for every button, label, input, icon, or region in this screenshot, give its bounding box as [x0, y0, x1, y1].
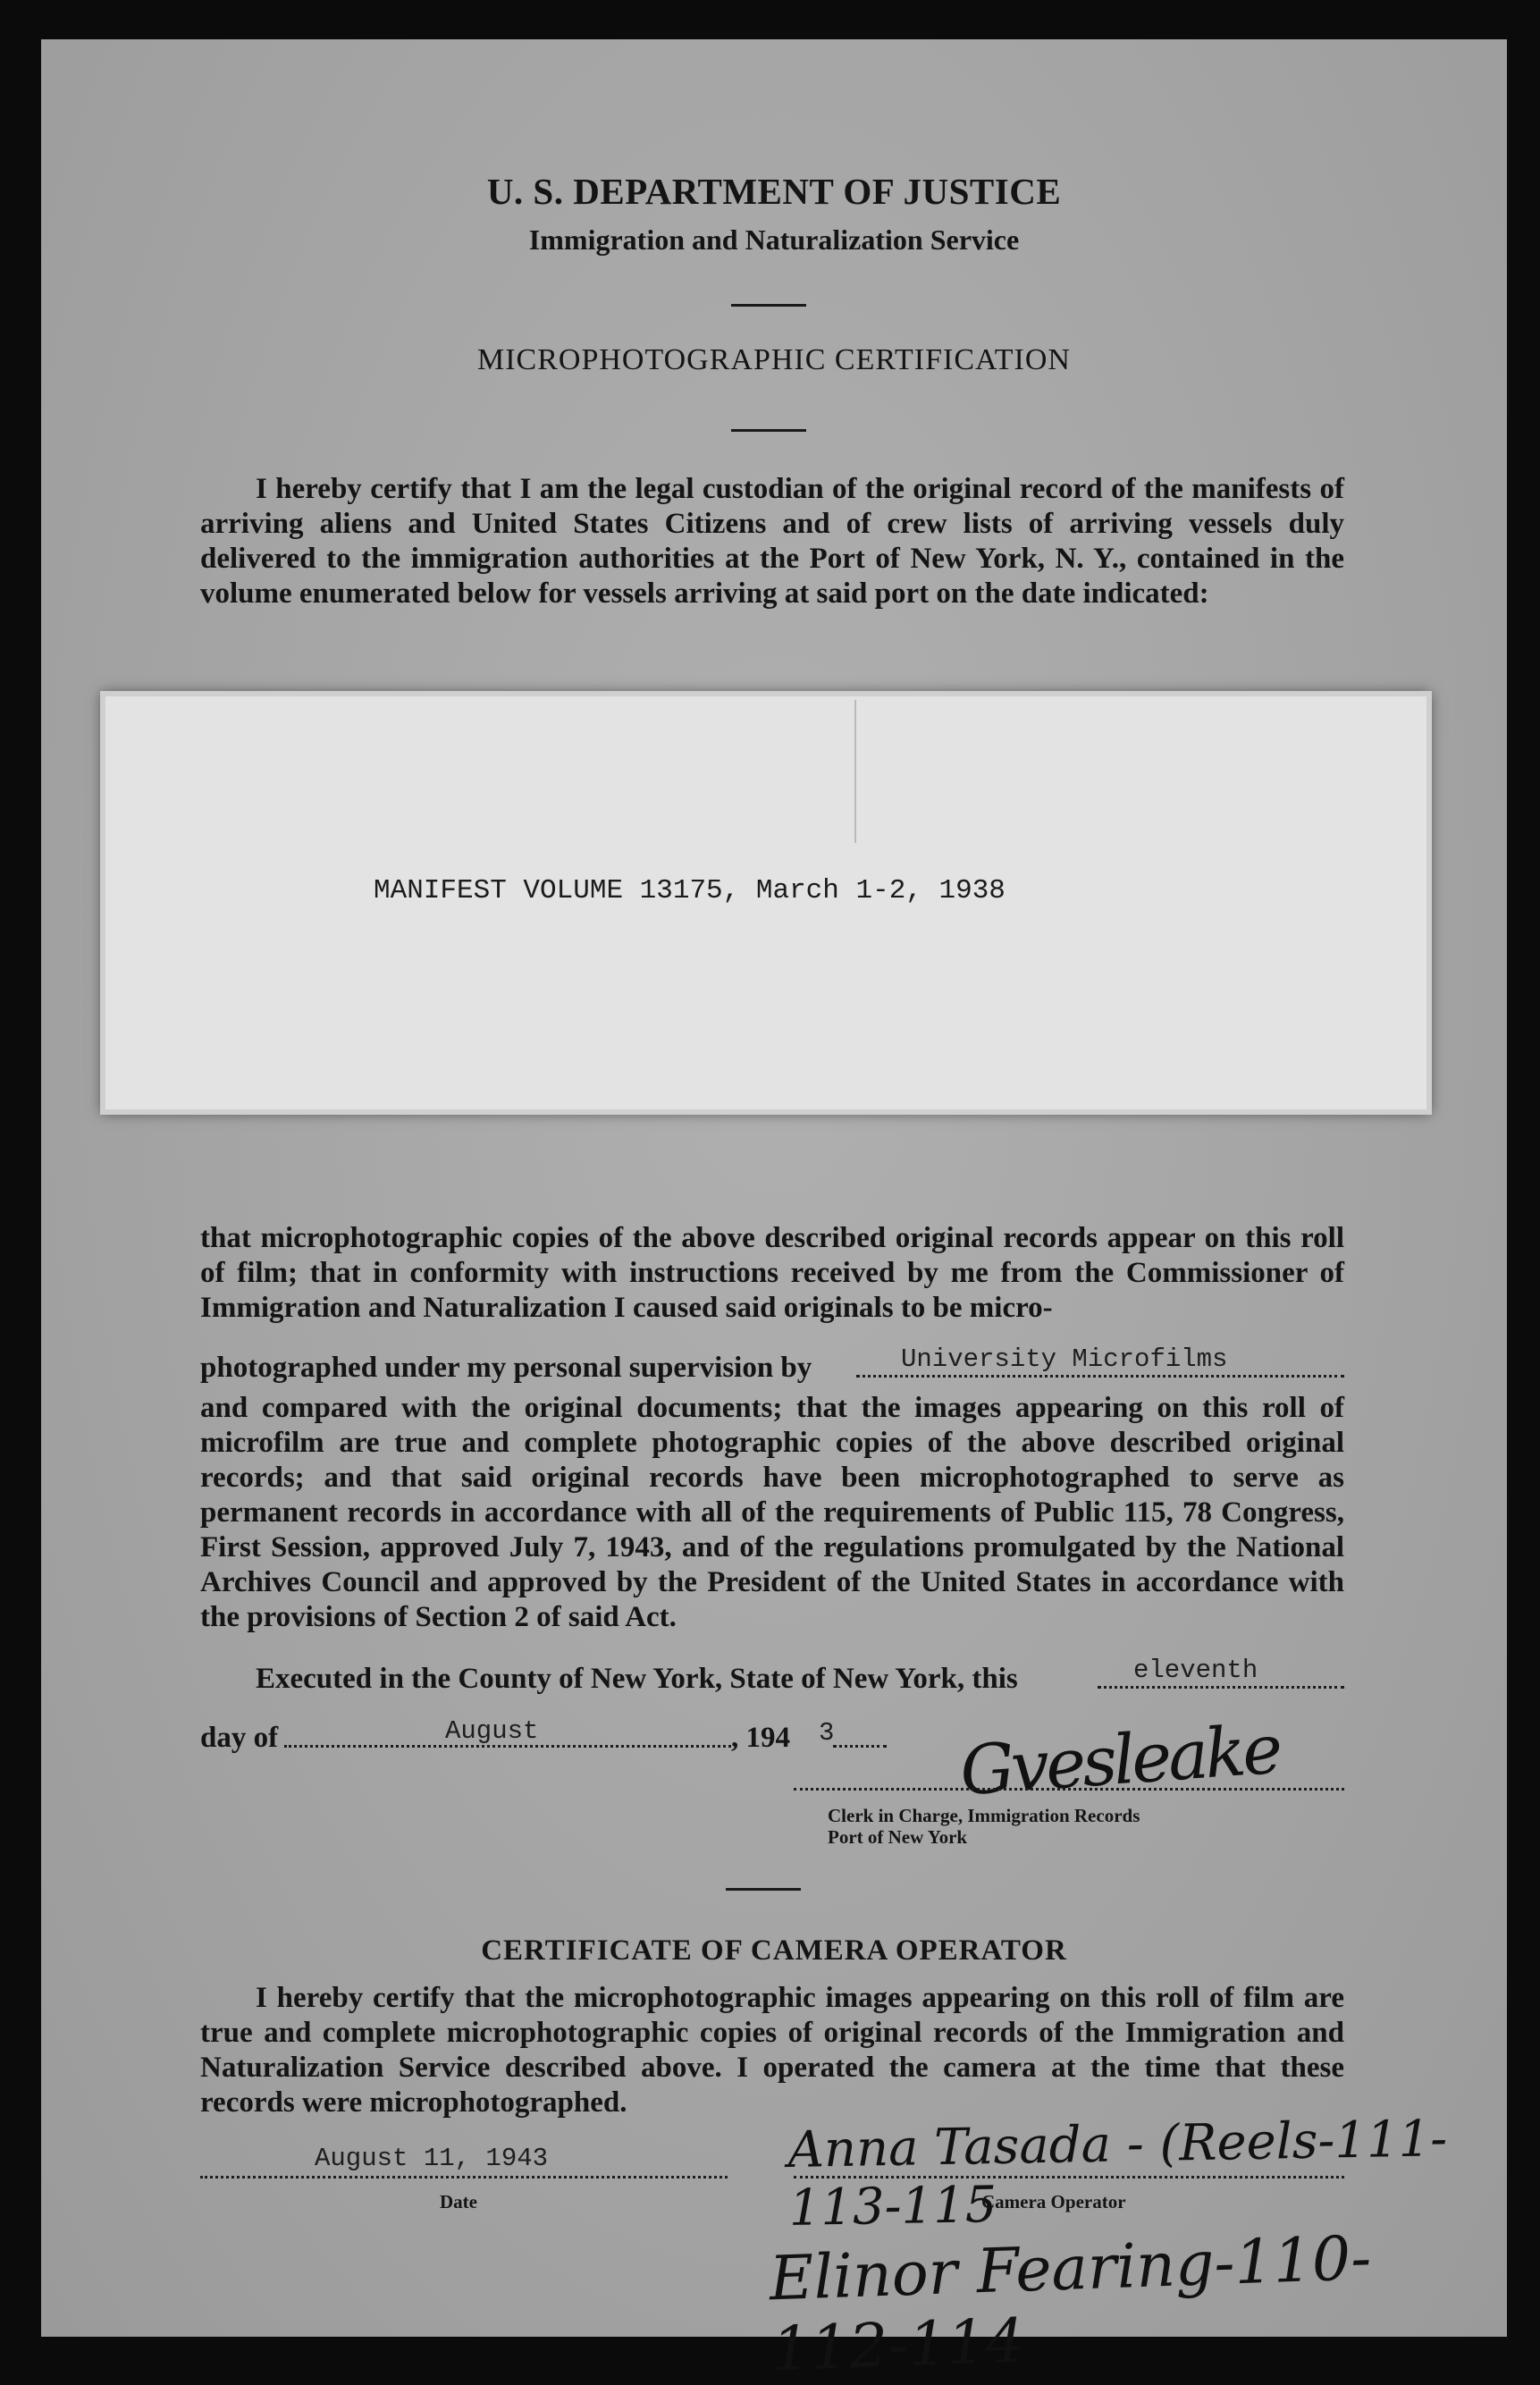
volume-label-card: [105, 696, 1426, 1109]
supervision-prefix: photographed under my personal supervision by: [200, 1352, 812, 1384]
body-paragraph: [200, 1221, 1344, 1326]
intro-text: I hereby certify that I am the legal custodian of the original record of the manifests of arriving aliens and United States Citizens and of crew lists of arriving vessels duly delivered to the immigration authorities at the Port of New York, N. Y., contained in the volume enumerated below for vessels arriving at said port on the date indicated:: [200, 473, 1344, 610]
department-heading: U. S. DEPARTMENT OF JUSTICE: [486, 171, 1062, 212]
executed-prefix: Executed in the County of New York, State of New York, this: [256, 1663, 1018, 1695]
divider: [731, 429, 806, 432]
camera-text: I hereby certify that the microphotographic images appearing on this roll of film are true and complete microphotographic copies of original records of the Immigration and Naturalization Service described above. I operated the camera at the time that these records were microphotographed.: [200, 1982, 1344, 2119]
day-of-label: day of: [200, 1722, 279, 1754]
camera-certificate-title: CERTIFICATE OF CAMERA OPERATOR: [481, 1934, 1067, 1967]
manifest-volume: MANIFEST VOLUME 13175, March 1-2, 1938: [374, 875, 1006, 906]
supervisor-name: University Microfilms: [901, 1344, 1228, 1374]
day-fill-line: [1098, 1686, 1344, 1689]
camera-paragraph: [200, 1981, 1344, 2120]
body-text-3: and compared with the original documents; that the images appearing on this roll of microfilm are true and complete photographic copies of the above described original records; and that said original records have been microphotographed to serve as permanent records in accordance with all of the requirements of Public 115, 78 Congress, First Session, approved July 7, 1943, and of the regulations promulgated by the National Archives Council and approved by the President of the United States in accordance with the provisions of Section 2 of said Act.: [200, 1392, 1344, 1633]
camera-operator-label: Camera Operator: [981, 2191, 1126, 2212]
divider: [726, 1888, 801, 1891]
camera-date: August 11, 1943: [315, 2144, 549, 2173]
year-prefix: , 194: [731, 1722, 790, 1754]
certificate-sheet: [41, 39, 1507, 2385]
supervisor-fill-line: [856, 1375, 1344, 1378]
clerk-title-1: Clerk in Charge, Immigration Records: [828, 1805, 1140, 1826]
date-line: [200, 2176, 728, 2179]
executed-line: [256, 1663, 1018, 1696]
operator-signature: Anna Tasada - (Reels-111-113-115: [787, 2110, 1448, 2238]
body-text-1: that microphotographic copies of the above described original records appear on this roll of film; that in conformity with instructions received by me from the Commissioner of Immigration and Naturalization I caused said originals to be micro-: [200, 1222, 1344, 1324]
year-fill-line: [833, 1745, 887, 1748]
divider: [731, 304, 806, 307]
clerk-signature-line: [794, 1788, 1344, 1791]
operator-signature-line: [794, 2176, 1344, 2179]
second-signature: Elinor Fearing-110-112-114: [768, 2222, 1373, 2385]
supervision-line: [200, 1352, 812, 1385]
body-paragraph-continued: [200, 1391, 1344, 1635]
card-fold: [854, 700, 856, 843]
clerk-title-2: Port of New York: [828, 1826, 968, 1848]
clerk-signature: Gvesleake: [957, 1708, 1282, 1811]
year-digit: 3: [819, 1718, 835, 1748]
day-word: eleventh: [1133, 1656, 1258, 1685]
service-heading: Immigration and Naturalization Service: [528, 223, 1020, 256]
month: August: [445, 1716, 539, 1746]
intro-paragraph: [200, 472, 1344, 611]
date-label: Date: [440, 2191, 477, 2212]
certification-title: MICROPHOTOGRAPHIC CERTIFICATION: [476, 343, 1071, 376]
